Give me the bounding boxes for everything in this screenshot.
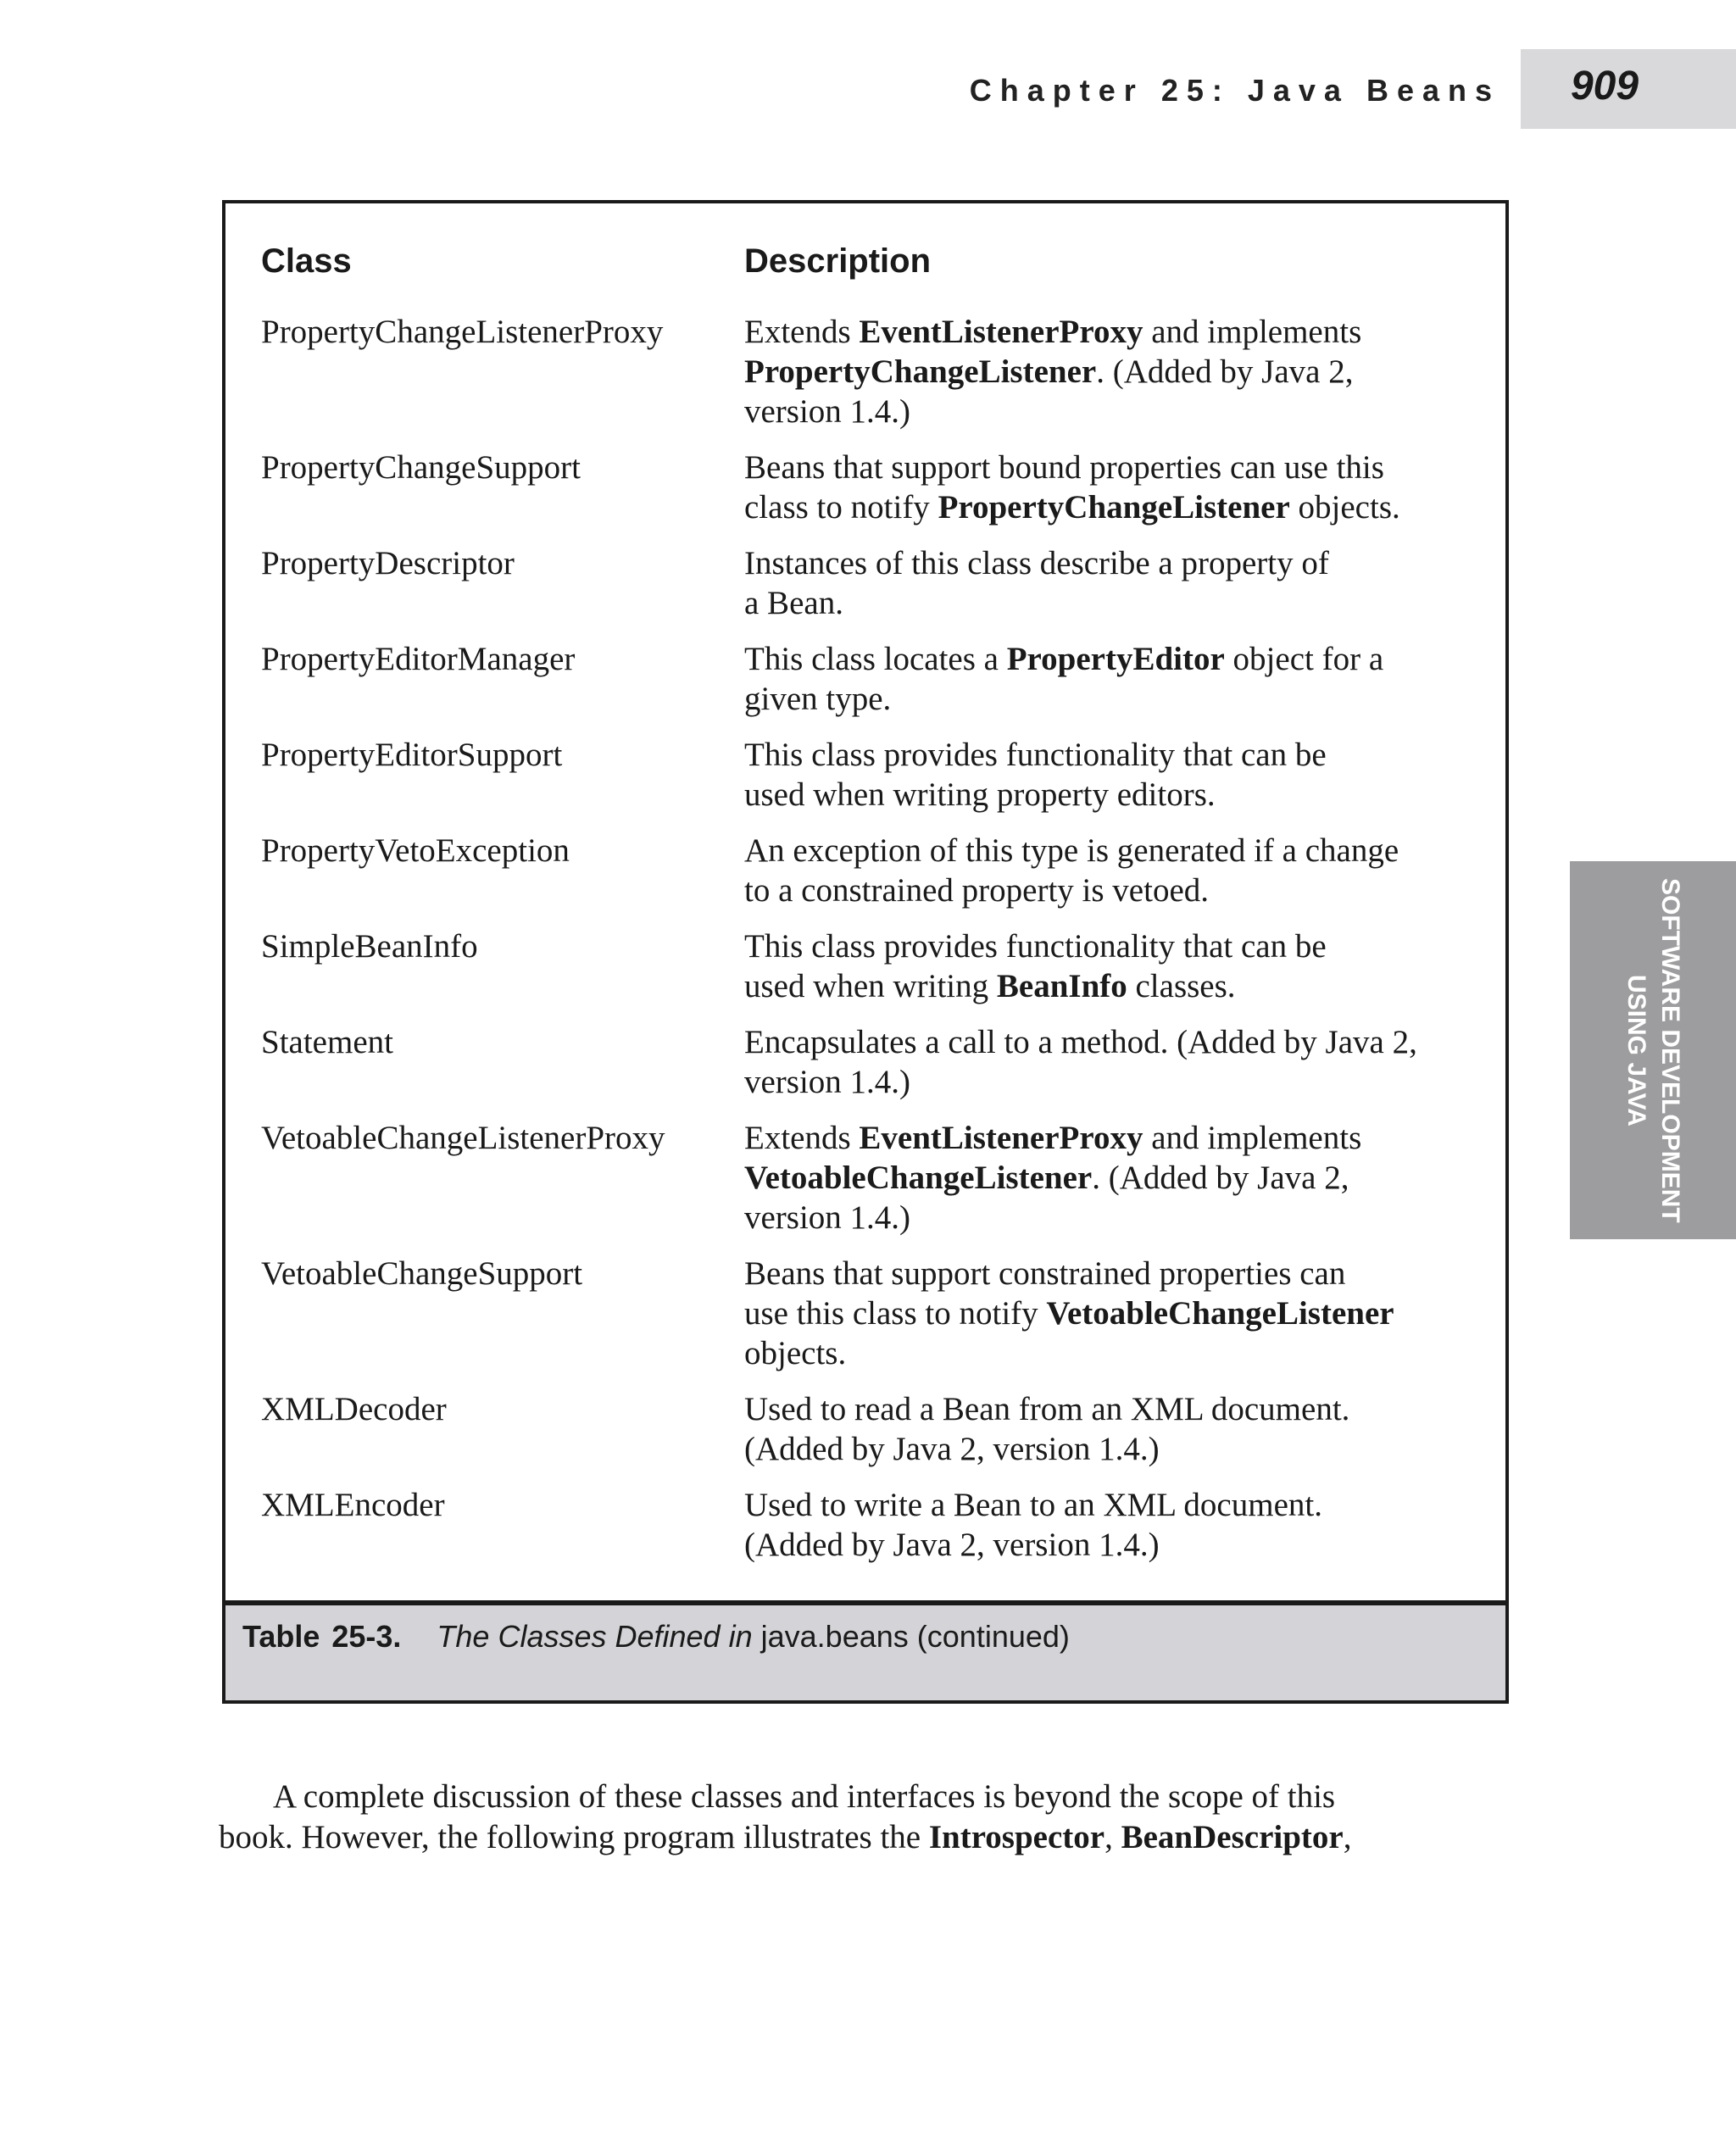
text-run: Instances of this class describe a property of <box>744 545 1329 581</box>
running-head: Chapter 25: Java Beans <box>969 73 1500 108</box>
class-name-cell: PropertyEditorManager <box>261 641 576 677</box>
text-run: A complete discussion of these classes and interfaces is beyond the scope of this <box>273 1778 1336 1815</box>
table-caption <box>242 1619 1070 1655</box>
text-run: classes. <box>1127 968 1236 1004</box>
page-number: 909 <box>1570 64 1639 108</box>
description-cell <box>744 1022 1473 1102</box>
description-cell <box>744 1254 1473 1373</box>
bold-term: BeanInfo <box>996 968 1127 1004</box>
text-run: book. However, the following program illustrates the <box>219 1819 929 1855</box>
description-cell <box>744 543 1473 623</box>
bold-term: VetoableChangeListener <box>744 1160 1093 1196</box>
text-run: Used to read a Bean from an XML document. <box>744 1391 1350 1427</box>
text-run: a Bean. <box>744 585 843 621</box>
bold-term: PropertyChangeListener <box>938 489 1290 526</box>
caption-number: 25-3. <box>331 1619 402 1654</box>
text-run: and implements <box>1143 1120 1362 1156</box>
class-name-cell: PropertyChangeListenerProxy <box>261 314 664 350</box>
column-header-description: Description <box>744 242 932 280</box>
text-run: Beans that support bound properties can use this <box>744 449 1384 486</box>
caption-label: Table <box>242 1619 320 1654</box>
table-row <box>261 1254 1482 1373</box>
text-run: Extends <box>744 1120 860 1156</box>
class-name-cell: PropertyVetoException <box>261 832 570 869</box>
text-run: (Added by Java 2, version 1.4.) <box>744 1431 1160 1467</box>
class-name-cell: VetoableChangeSupport <box>261 1255 583 1292</box>
description-cell <box>744 1485 1473 1565</box>
description-cell <box>744 735 1473 815</box>
description-cell <box>744 831 1473 910</box>
text-run: Beans that support constrained properties can <box>744 1255 1346 1292</box>
bold-term: Introspector <box>928 1819 1105 1855</box>
bold-term: BeanDescriptor <box>1121 1819 1344 1855</box>
text-run: This class provides functionality that can be <box>744 737 1327 773</box>
text-run: This class provides functionality that can be <box>744 928 1327 965</box>
table-caption-bar <box>225 1600 1505 1700</box>
description-cell <box>744 312 1473 431</box>
classes-table <box>222 200 1509 1704</box>
description-cell <box>744 448 1473 527</box>
bold-term: VetoableChangeListener <box>1046 1295 1394 1332</box>
table-body <box>261 312 1482 1581</box>
text-run: An exception of this type is generated if a change <box>744 832 1399 869</box>
bold-term: EventListenerProxy <box>859 1120 1143 1156</box>
class-name-cell: VetoableChangeListenerProxy <box>261 1120 665 1156</box>
bold-term: PropertyChangeListener <box>744 353 1097 390</box>
text-run: Used to write a Bean to an XML document. <box>744 1487 1322 1523</box>
text-run: , <box>1343 1819 1352 1855</box>
text-run: This class locates a <box>744 641 1007 677</box>
description-cell <box>744 1389 1473 1469</box>
text-run: objects. <box>1289 489 1400 526</box>
table-row <box>261 831 1482 910</box>
table-row <box>261 1022 1482 1102</box>
class-name-cell: XMLEncoder <box>261 1487 445 1523</box>
text-run: version 1.4.) <box>744 1064 911 1100</box>
class-name-cell: PropertyDescriptor <box>261 545 515 581</box>
text-run: . (Added by Java 2, <box>1092 1160 1349 1196</box>
text-run: . (Added by Java 2, <box>1096 353 1354 390</box>
text-run: used when writing <box>744 968 997 1004</box>
table-row <box>261 926 1482 1006</box>
table-row <box>261 448 1482 527</box>
text-run: used when writing property editors. <box>744 776 1216 813</box>
table-row <box>261 312 1482 431</box>
text-run: and implements <box>1143 314 1362 350</box>
description-cell <box>744 639 1473 719</box>
text-run: use this class to notify <box>744 1295 1047 1332</box>
text-run: class to notify <box>744 489 938 526</box>
text-run: , <box>1104 1819 1121 1855</box>
class-name-cell: Statement <box>261 1024 393 1060</box>
table-row <box>261 1389 1482 1469</box>
text-run: Extends <box>744 314 860 350</box>
table-row <box>261 543 1482 623</box>
class-name-cell: SimpleBeanInfo <box>261 928 478 965</box>
text-run: objects. <box>744 1335 847 1371</box>
caption-suffix: (continued) <box>916 1619 1070 1654</box>
description-cell <box>744 926 1473 1006</box>
body-paragraph <box>219 1777 1524 1858</box>
text-run: to a constrained property is vetoed. <box>744 872 1209 909</box>
text-run: version 1.4.) <box>744 1199 911 1236</box>
text-run: object for a <box>1224 641 1384 677</box>
text-run: (Added by Java 2, version 1.4.) <box>744 1527 1160 1563</box>
table-row <box>261 735 1482 815</box>
description-cell <box>744 1118 1473 1238</box>
body-text <box>219 1777 1524 1858</box>
caption-package: java.beans <box>760 1619 909 1654</box>
bold-term: EventListenerProxy <box>859 314 1143 350</box>
text-run: given type. <box>744 681 892 717</box>
section-thumb-tab-text <box>1570 861 1736 1239</box>
table-row <box>261 1485 1482 1565</box>
text-run: Encapsulates a call to a method. (Added by Java 2, <box>744 1024 1417 1060</box>
class-name-cell: PropertyChangeSupport <box>261 449 581 486</box>
side-tab-line1: SOFTWARE DEVELOPMENT <box>1656 877 1684 1223</box>
column-header-class: Class <box>261 242 352 280</box>
caption-title: The Classes Defined in <box>437 1619 753 1654</box>
text-run: version 1.4.) <box>744 393 911 430</box>
class-name-cell: PropertyEditorSupport <box>261 737 563 773</box>
bold-term: PropertyEditor <box>1006 641 1225 677</box>
class-name-cell: XMLDecoder <box>261 1391 447 1427</box>
table-row <box>261 1118 1482 1238</box>
side-tab-line2: USING JAVA <box>1622 974 1650 1126</box>
table-row <box>261 639 1482 719</box>
